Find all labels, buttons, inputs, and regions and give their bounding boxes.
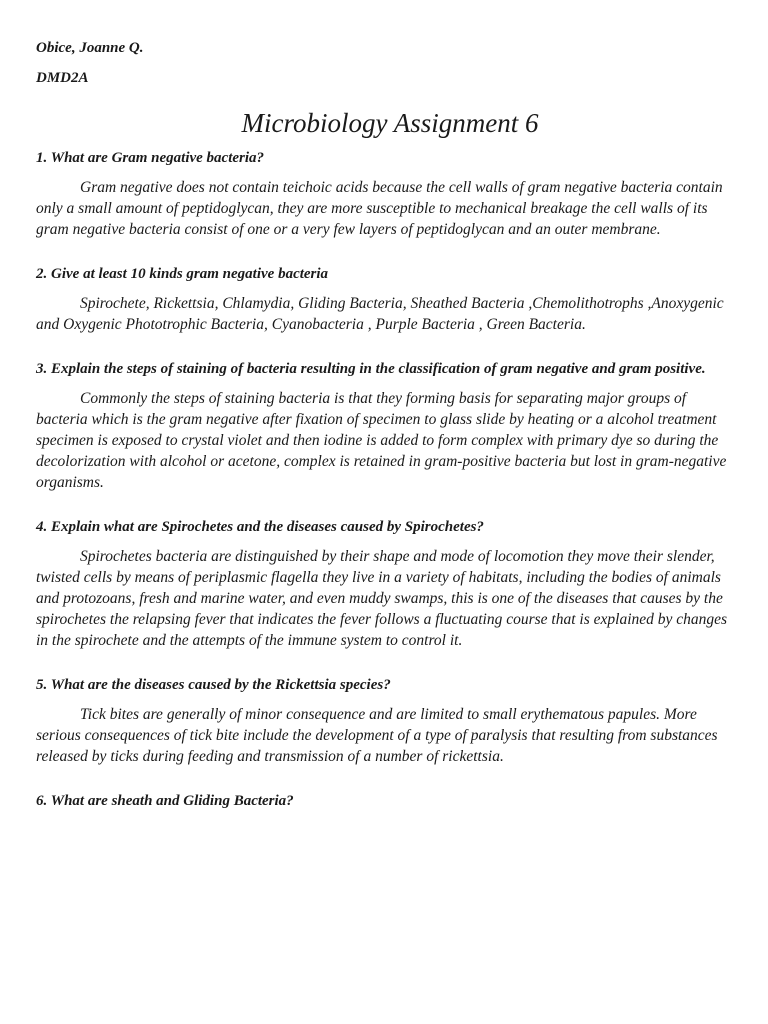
question-6: 6. What are sheath and Gliding Bacteria? [36,793,294,809]
student-name: Obice, Joanne Q. [36,40,144,56]
answer-1: Gram negative does not contain teichoic acids because the cell walls of gram negative bacteria contain only a small amount of peptidoglycan, they are more susceptible to mechanical breakage the cell walls of its gram negative bacteria consist of one or a very few layers of peptidoglycan and an outer membrane. [36,179,723,238]
answer-2: Spirochete, Rickettsia, Chlamydia, Gliding Bacteria, Sheathed Bacteria ,Chemolithotrophs ,Anoxygenic and Oxygenic Phototrophic Bacteria, Cyanobacteria , Purple Bacteria , Green Bacteria. [36,295,724,333]
question-block-2 [36,264,736,335]
question-block-1 [36,148,736,240]
document-page [36,36,736,820]
page-title: Microbiology Assignment 6 [241,108,539,138]
question-2: 2. Give at least 10 kinds gram negative bacteria [36,266,329,282]
question-block-5 [36,675,736,767]
question-3: 3. Explain the steps of staining of bacteria resulting in the classification of gram negative and gram positive. [36,361,706,377]
question-block-6 [36,791,736,812]
class-code: DMD2A [36,70,89,86]
answer-4: Spirochetes bacteria are distinguished by their shape and mode of locomotion they move their slender, twisted cells by means of periplasmic flagella they live in a variety of habitats, including the bodies of animals and protozoans, fresh and marine water, and even muddy swamps, this is one of the diseases that causes by the spirochetes the relapsing fever that indicates the fever follows a fluctuating course that is explained by changes in the spirochete and the attempts of the immune system to control it. [36,548,728,649]
answer-3: Commonly the steps of staining bacteria is that they forming basis for separating major groups of bacteria which is the gram negative after fixation of specimen to glass slide by heating or a alcohol treatment specimen is exposed to crystal violet and then iodine is added to form complex with primary dye so during the decolorization with alcohol or acetone, complex is retained in gram-positive bacteria but lost in gram-negative organisms. [36,390,727,491]
question-5: 5. What are the diseases caused by the Rickettsia species? [36,677,391,693]
question-block-3 [36,359,736,493]
question-4: 4. Explain what are Spirochetes and the diseases caused by Spirochetes? [36,519,484,535]
question-block-4 [36,517,736,651]
answer-5: Tick bites are generally of minor consequence and are limited to small erythematous papules. More serious consequences of tick bite include the development of a type of paralysis that resulting from substances released by ticks during feeding and transmission of a number of rickettsia. [36,706,718,765]
question-1: 1. What are Gram negative bacteria? [36,150,265,166]
